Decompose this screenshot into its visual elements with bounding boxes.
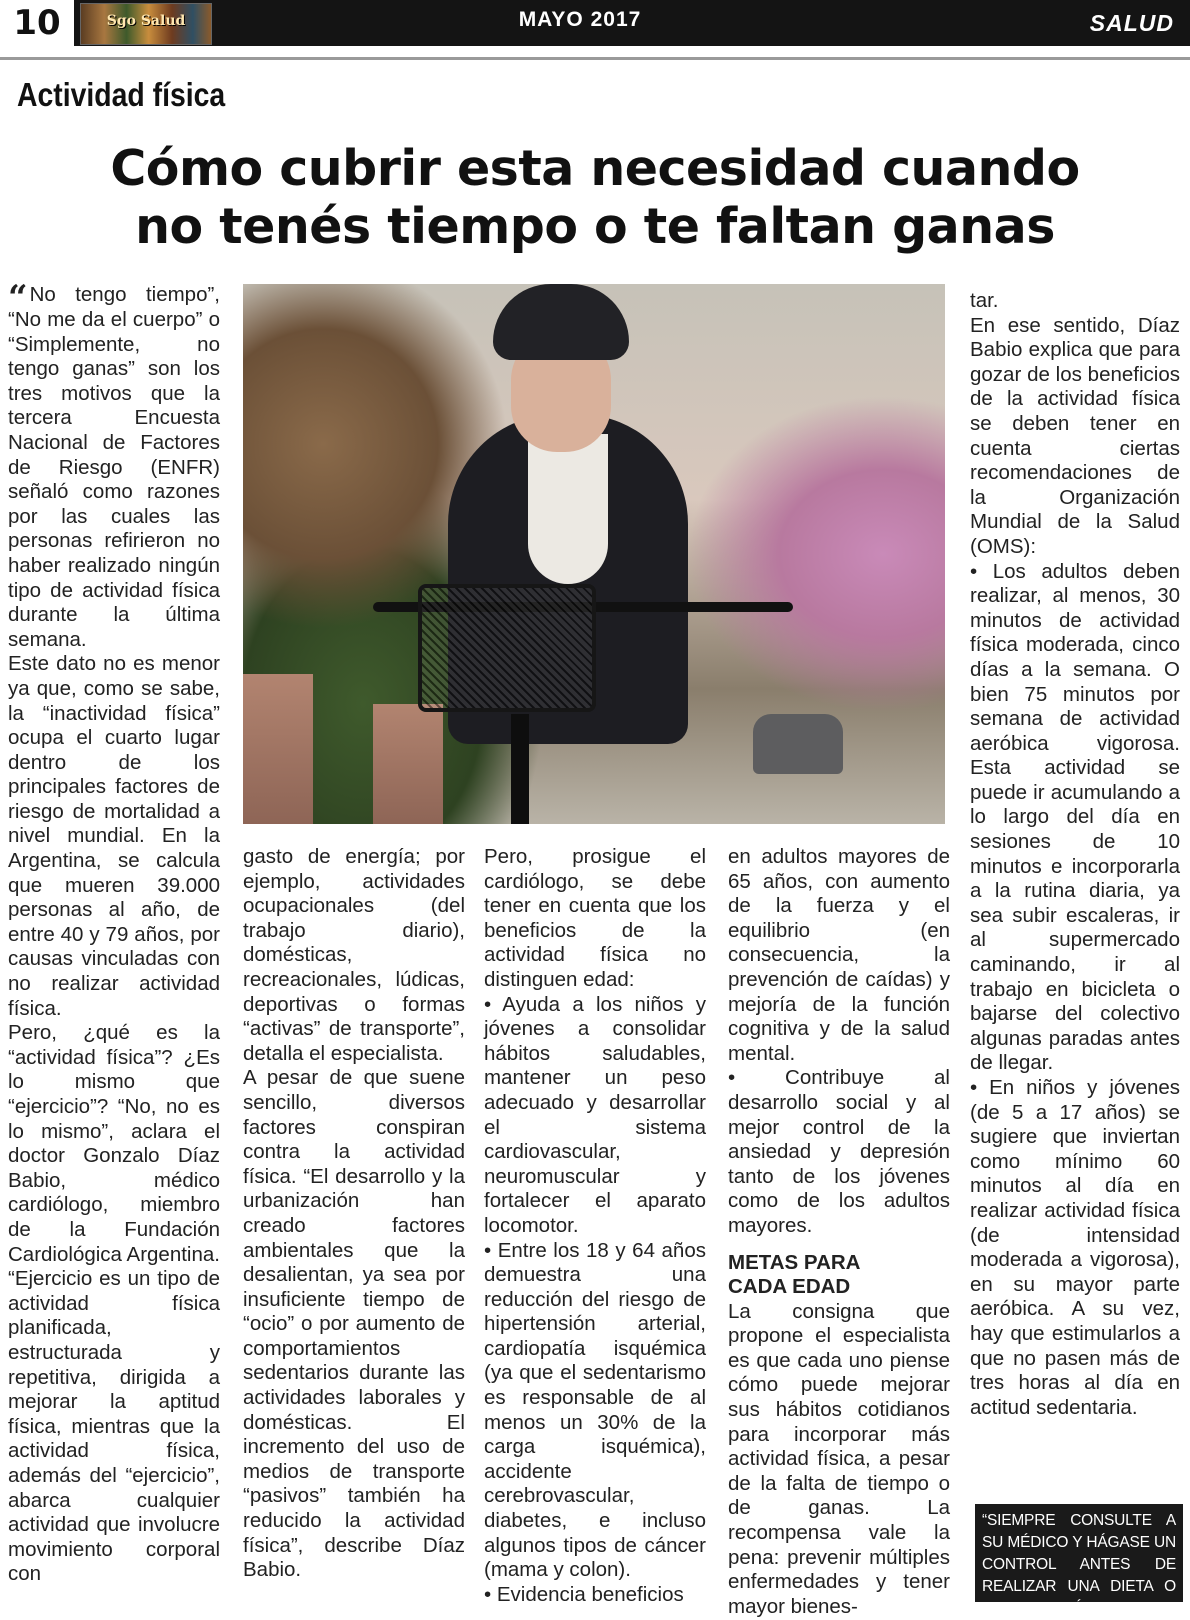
bullet-item: • Ayuda a los niños y jóvenes a consolidar hábitos saludables, mantener un peso adecuado y desarrollar el sistema cardiovascular, neuromuscular y fortalecer el aparato locomotor. bbox=[484, 992, 706, 1237]
bullet-item: • Evidencia beneficios bbox=[484, 1582, 684, 1606]
section-name: SALUD bbox=[1089, 10, 1174, 36]
column-4 bbox=[728, 845, 950, 1619]
opening-quote-mark: “ bbox=[8, 278, 28, 318]
article-kicker: Actividad física bbox=[17, 76, 226, 113]
publication-logo bbox=[80, 3, 212, 45]
paragraph: Pero, prosigue el cardiólogo, se debe tener en cuenta que los beneficios de la actividad física no distinguen edad: bbox=[484, 845, 706, 991]
paragraph: tar. bbox=[970, 289, 999, 312]
photo-background-pillar bbox=[243, 674, 313, 824]
page-number: 10 bbox=[0, 0, 74, 46]
photo-bike-basket bbox=[418, 584, 596, 712]
bullet-item: • En niños y jóvenes (de 5 a 17 años) se sugiere que inviertan como mínimo 60 minutos al día en realizar actividad física (de intensidad moderada a vigorosa), en su mayor parte aeróbica. A su vez, hay que estimularlos a que no pasen más de tres horas al día en actitud sedentaria. bbox=[970, 1076, 1180, 1419]
photo-bike-helmet bbox=[493, 284, 629, 360]
photo-background-car bbox=[753, 714, 843, 774]
logo-text: Sgo Salud bbox=[106, 13, 186, 29]
column-1 bbox=[8, 278, 220, 1587]
article-headline bbox=[0, 140, 1190, 256]
bullet-item: • Los adultos deben realizar, al menos, 30 minutos de actividad física moderada, cinco días a la semana. O bien 75 minutos por semana de actividad aeróbica vigorosa. Esta actividad se puede ir acumulando a lo largo del día en sesiones de 10 minutos e incorporarla a la rutina diaria, ya sea subir escaleras, ir al supermercado caminando, ir al trabajo en bicicleta o bajarse del colectivo algunas paradas antes de llegar. bbox=[970, 559, 1180, 1075]
bullet-item: • Entre los 18 y 64 años demuestra una reducción del riesgo de hipertensión arterial, cardiopatía isquémica (ya que el sedentarismo es responsable de al menos un 30% de la carga isquémica), accidente cerebrovascular, diabetes, e incluso algunos tipos de cáncer (mama y colon). bbox=[484, 1238, 706, 1582]
paragraph: Pero, ¿qué es la “actividad física”? ¿Es lo mismo que “ejercicio”? “No, no es lo mismo”, aclara el doctor Gonzalo Díaz Babio, médico cardiólogo, miembro de la Fundación Cardiológica Argentina. bbox=[8, 1021, 220, 1266]
article-photo bbox=[243, 284, 945, 824]
issue-date: MAYO 2017 bbox=[518, 8, 642, 31]
boxed-quote: “SIEMPRE CONSULTE A SU MÉDICO Y HÁGASE UN CONTROL ANTES DE REALIZAR UNA DIETA O ACTIVIDAD FÍSICA” bbox=[975, 1504, 1183, 1602]
paragraph: gasto de energía; por ejemplo, actividades ocupacionales (del trabajo diario), domésticas, recreacionales, lúdicas, deportivas o formas “activas” de transporte”, detalla el especialista. bbox=[243, 845, 465, 1065]
paragraph bbox=[8, 278, 220, 652]
subheading-line-1: METAS PARA bbox=[728, 1250, 861, 1274]
header-divider bbox=[0, 57, 1190, 60]
subheading-line-2: CADA EDAD bbox=[728, 1275, 851, 1299]
headline-line-1: Cómo cubrir esta necesidad cuando bbox=[110, 140, 1080, 197]
column-3 bbox=[484, 845, 706, 1607]
paragraph: Este dato no es menor ya que, como se sabe, la “inactividad física” ocupa el cuarto lugar dentro de los principales factores de riesgo de mortalidad a nivel mundial. En la Argentina, se calcula que mueren 39.000 personas al año, de entre 40 y 79 años, por causas vinculadas con no realizar actividad física. bbox=[8, 652, 220, 1020]
column-2 bbox=[243, 845, 465, 1583]
paragraph: “Ejercicio es un tipo de actividad física planificada, estructurada y repetitiva, dirigida a mejorar la aptitud física, mientras que la actividad física, además del “ejercicio”, abarca cualquier actividad que involucre movimiento corporal con bbox=[8, 1267, 220, 1586]
headline-line-2: no tenés tiempo o te faltan ganas bbox=[135, 198, 1055, 255]
paragraph-text: No tengo tiempo”, “No me da el cuerpo” o “Simplemente, no tengo ganas” son los tres motivos que la tercera Encuesta Nacional de Factores de Riesgo (ENFR) señaló como razones por las cuales las personas refirieron no haber realizado ningún tipo de actividad física durante la última semana. bbox=[8, 283, 220, 651]
subheading bbox=[728, 1251, 950, 1300]
paragraph: La consigna que propone el especialista es que cada uno piense cómo puede mejorar sus hábitos cotidianos para incorporar más actividad física, a pesar de la falta de tiempo o de ganas. La recompensa vale la pena: prevenir múltiples enfermedades y tener mayor bienes- bbox=[728, 1299, 950, 1618]
column-5 bbox=[970, 289, 1180, 1420]
photo-rider-shirt bbox=[528, 434, 608, 584]
photo-bike-wheel bbox=[511, 714, 529, 824]
paragraph: en adultos mayores de 65 años, con aumento de la fuerza y el equilibrio (en consecuencia, la prevención de caídas) y mejoría de la función cognitiva y de la salud mental. bbox=[728, 845, 950, 1065]
bullet-item: • Contribuye al desarrollo social y al mejor control de la ansiedad y depresión tanto de los jóvenes como de los adultos mayores. bbox=[728, 1066, 950, 1237]
paragraph: En ese sentido, Díaz Babio explica que para gozar de los beneficios de la actividad física se deben tener en cuenta ciertas recomendaciones de la Organización Mundial de la Salud (OMS): bbox=[970, 313, 1180, 558]
paragraph: A pesar de que suene sencillo, diversos factores conspiran contra la actividad física. “El desarrollo y la urbanización han creado factores ambientales que la desalientan, ya sea por insuficiente tiempo de “ocio” o por aumento de comportamientos sedentarios durante las actividades laborales y domésticas. El incremento del uso de medios de transporte “pasivos” también ha reducido la actividad física”, describe Díaz Babio. bbox=[243, 1066, 465, 1582]
photo-background-pillar bbox=[373, 704, 443, 824]
